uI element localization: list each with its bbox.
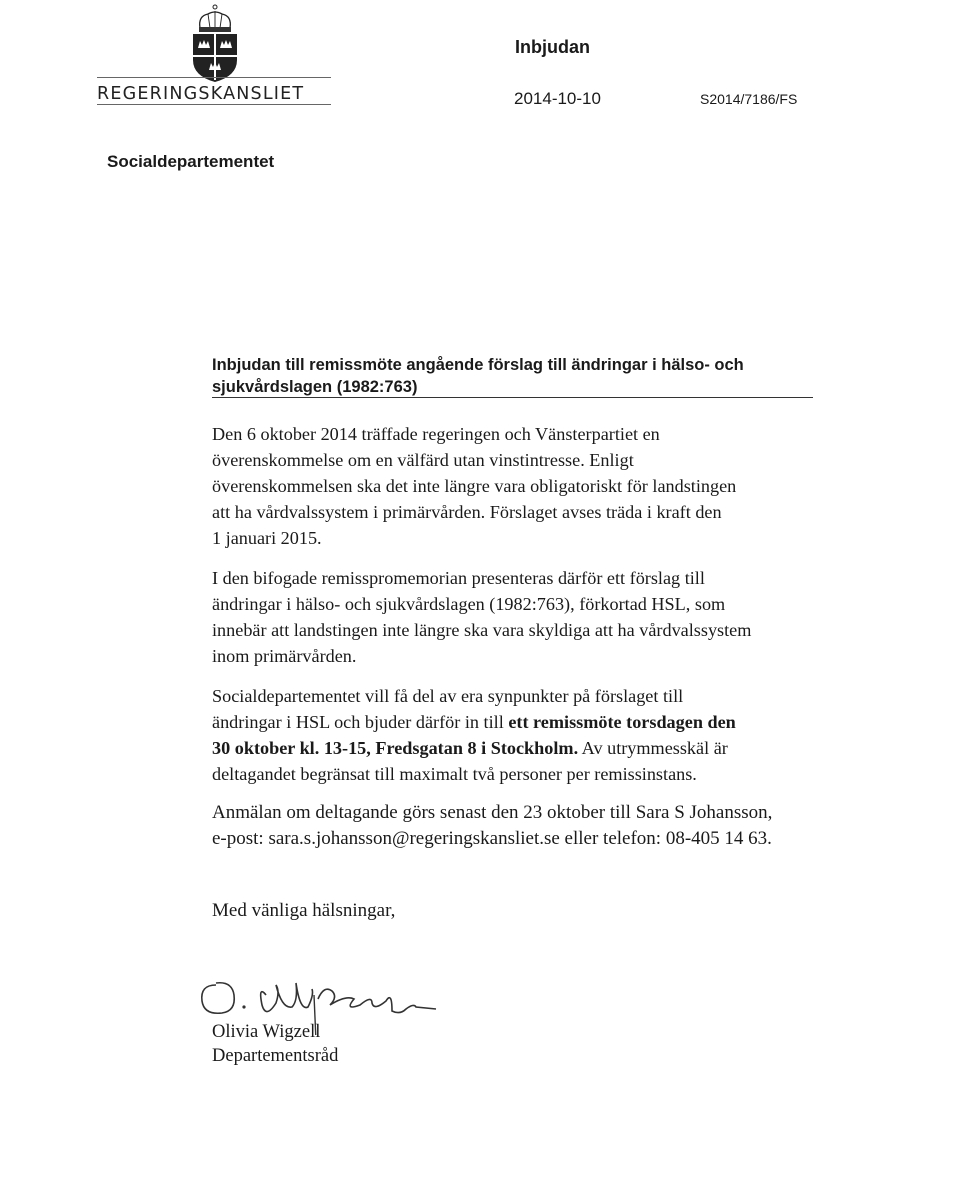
text-segment: Av utrymmesskäl är <box>578 738 728 758</box>
department-name: Socialdepartementet <box>107 152 275 171</box>
text-line: Socialdepartementet vill få del av era synpunkter på förslaget till <box>212 686 684 706</box>
text-line: Anmälan om deltagande görs senast den 23 oktober till Sara S Johansson, <box>212 802 773 823</box>
signer-title: Departementsråd <box>212 1046 339 1066</box>
document-reference: S2014/7186/FS <box>700 91 798 107</box>
text-line: överenskommelse om en välfärd utan vinstintresse. Enligt <box>212 450 634 470</box>
org-divider-top <box>97 77 331 78</box>
subject-underline <box>212 397 813 398</box>
text-line: överenskommelsen ska det inte längre vara obligatoriskt för landstingen <box>212 476 737 496</box>
subject-line: Inbjudan till remissmöte angående förslag till ändringar i hälso- och <box>212 356 744 374</box>
text-line <box>212 709 812 735</box>
document-date: 2014-10-10 <box>514 89 601 108</box>
text-segment: ändringar i HSL och bjuder därför in till <box>212 712 509 732</box>
text-line: att ha vårdvalssystem i primärvården. Förslaget avses träda i kraft den <box>212 502 722 522</box>
document-type: Inbjudan <box>515 37 590 57</box>
text-line: inom primärvården. <box>212 646 357 666</box>
paragraph-registration <box>212 800 812 852</box>
text-line: e-post: sara.s.johansson@regeringskansliet.se eller telefon: 08-405 14 63. <box>212 828 772 849</box>
coat-of-arms-icon <box>188 4 242 84</box>
paragraph-meeting-invitation <box>212 683 812 787</box>
closing-greeting: Med vänliga hälsningar, <box>212 900 396 921</box>
organization-name: REGERINGSKANSLIET <box>97 84 305 104</box>
meeting-details-bold: 30 oktober kl. 13-15, Fredsgatan 8 i Stockholm. <box>212 738 579 758</box>
org-divider-bottom <box>97 104 331 105</box>
text-line: I den bifogade remisspromemorian presenteras därför ett förslag till <box>212 568 705 588</box>
text-line: innebär att landstingen inte längre ska vara skyldiga att ha vårdvalssystem <box>212 620 752 640</box>
signer-name: Olivia Wigzell <box>212 1022 321 1042</box>
text-line: deltagandet begränsat till maximalt två personer per remissinstans. <box>212 764 697 784</box>
text-line <box>212 735 812 761</box>
subject-heading <box>212 354 812 398</box>
subject-line: sjukvårdslagen (1982:763) <box>212 378 418 396</box>
paragraph-proposal <box>212 565 812 669</box>
text-line: Den 6 oktober 2014 träffade regeringen och Vänsterpartiet en <box>212 424 660 444</box>
paragraph-agreement <box>212 421 812 551</box>
meeting-details-bold: ett remissmöte torsdagen den <box>508 712 736 732</box>
text-line: ändringar i hälso- och sjukvårdslagen (1982:763), förkortad HSL, som <box>212 594 726 614</box>
text-line: 1 januari 2015. <box>212 528 322 548</box>
